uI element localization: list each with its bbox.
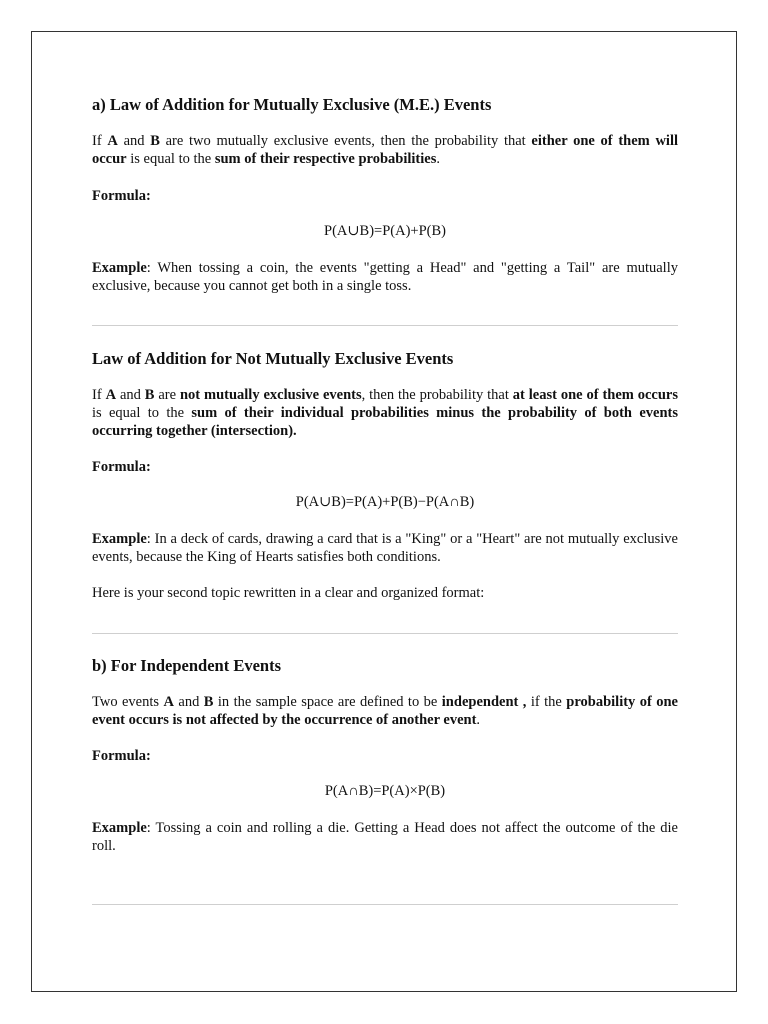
- document-page: [31, 31, 737, 992]
- example-paragraph: Example: Tossing a coin and rolling a die. Getting a Head does not affect the outcome of the die roll.: [92, 820, 678, 854]
- section-heading-mutually-exclusive: a) Law of Addition for Mutually Exclusive (M.E.) Events: [92, 95, 492, 114]
- formula-label: Formula:: [92, 188, 151, 204]
- formula-addition-non-me: P(A∪B)=P(A)+P(B)−P(A∩B): [295, 494, 475, 510]
- formula-label: Formula:: [92, 748, 151, 764]
- formula-label: Formula:: [92, 459, 151, 475]
- note-paragraph: Here is your second topic rewritten in a clear and organized format:: [92, 585, 485, 601]
- formula-addition-me: P(A∪B)=P(A)+P(B): [324, 223, 446, 239]
- section-paragraph-independent: Two events A and B in the sample space are defined to be independent , if the probability of one event occurs is not affected by the occurrence of another event.: [92, 694, 678, 728]
- section-paragraph-not-mutually-exclusive: If A and B are not mutually exclusive events, then the probability that at least one of them occurs is equal to the sum of their individual probabilities minus the probability of both events occurring together (intersection).: [92, 387, 679, 439]
- section-paragraph-mutually-exclusive: If A and B are two mutually exclusive events, then the probability that either one of them will occur is equal to the sum of their respective probabilities.: [92, 133, 679, 167]
- example-paragraph: Example: When tossing a coin, the events "getting a Head" and "getting a Tail" are mutually exclusive, because you cannot get both in a single toss.: [92, 260, 678, 294]
- example-paragraph: Example: In a deck of cards, drawing a card that is a "King" or a "Heart" are not mutually exclusive events, because the King of Hearts satisfies both conditions.: [92, 531, 678, 565]
- section-heading-not-mutually-exclusive: Law of Addition for Not Mutually Exclusive Events: [92, 349, 454, 368]
- formula-independent: P(A∩B)=P(A)×P(B): [324, 783, 446, 799]
- section-divider: [92, 325, 678, 326]
- section-heading-independent: b) For Independent Events: [92, 656, 282, 675]
- section-divider: [92, 633, 678, 634]
- section-divider: [92, 904, 678, 905]
